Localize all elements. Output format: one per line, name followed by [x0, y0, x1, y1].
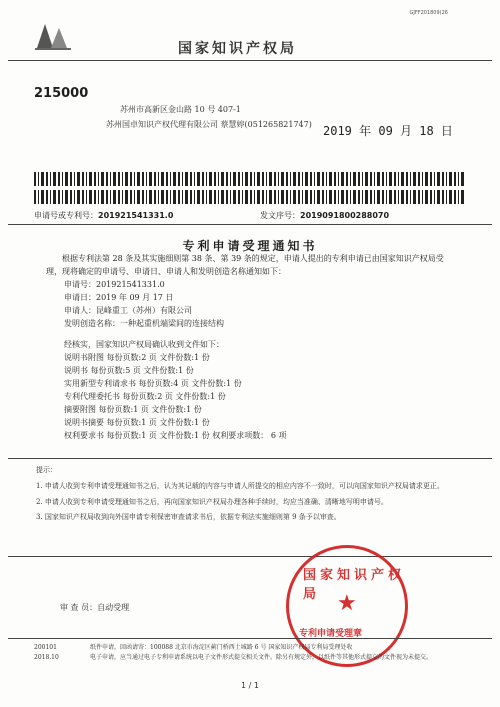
application-number: 201921541331.0: [98, 211, 174, 220]
doc-serial-label: 发文序号：: [260, 211, 300, 220]
issue-date: 2019 年 09 月 18 日: [323, 124, 453, 138]
document-item: 摘要附图 每份页数:1 页 文件份数:1 份: [64, 405, 202, 414]
document-item: 实用新型专利请求书 每份页数:4 页 文件份数:1 份: [64, 379, 242, 388]
footer-code: 2018.10: [34, 654, 59, 661]
page-number: 1 / 1: [241, 681, 259, 690]
section-divider: [8, 458, 492, 459]
footer-line: 纸件申请，回函请寄：100088 北京市海淀区蓟门桥西土城路 6 号 国家知识产权局专利局受理处收: [90, 644, 353, 651]
address-line-1: 苏州市高新区金山路 10 号 407-1: [120, 105, 241, 114]
form-code: GJFF201809(26: [409, 10, 448, 16]
barcode: [34, 172, 466, 186]
postcode: 215000: [34, 86, 89, 101]
document-item: 专利代理委托书 每份页数:2 页 文件份数:1 份: [64, 392, 226, 401]
seal-text: 国家知识产权局: [303, 568, 406, 602]
barcode: [34, 190, 466, 204]
header-divider: [8, 60, 492, 61]
intro-paragraph: 根据专利法第 28 条及其实施细则第 38 条、第 39 条的规定，申请人提出的专利申请已由国家知识产权局受理，现将确定的申请号、申请日、申请人和发明创造名称通知如下：: [46, 254, 444, 276]
document-item: 说明书 每份页数:5 页 文件份数:1 份: [64, 366, 194, 375]
footer-line: 电子申请，应当通过电子专利申请系统以电子文件形式提交相关文件。除另有规定外，以纸件等其他形式提交的文件视为未提交。: [90, 654, 433, 661]
application-number-field: [34, 210, 173, 221]
footer-divider: [8, 638, 492, 639]
office-name: 国家知识产权局: [178, 41, 297, 57]
document-item: 权利要求书 每份页数:1 页 文件份数:1 份 权利要求项数： 6 项: [64, 431, 287, 440]
doc-serial-field: [260, 210, 389, 221]
document-item: 说明书附图 每份页数:2 页 文件份数:1 份: [64, 353, 210, 362]
footer-codes: [34, 643, 59, 663]
notes-list: [36, 480, 456, 524]
footer-code: 200101: [34, 644, 57, 651]
document-item: 说明书摘要 每份页数:1 页 文件份数:1 份: [64, 418, 210, 427]
application-number-label: 申请号或专利号：: [34, 211, 98, 220]
application-details: [64, 278, 224, 330]
detail-line: 申请日：2019 年 09 月 17 日: [64, 293, 174, 302]
examiner-line: 审 查 员：自动受理: [60, 603, 130, 612]
documents-list: [64, 351, 286, 442]
notice-title: 专利申请受理通知书: [182, 239, 318, 253]
address-line-2: 苏州国卓知识产权代理有限公司 蔡慧婷(051265821747): [106, 120, 312, 129]
note-item: 3. 国家知识产权局收到向外国申请专利保密审查请求书后，依据专利法实施细则第 9 条予以审查。: [36, 513, 341, 521]
detail-line: 申请人：昆峰重工（苏州）有限公司: [64, 306, 192, 315]
cnipa-logo-icon: [33, 20, 73, 52]
note-item: 2. 申请人收到专利申请受理通知书之后，再向国家知识产权局办理各种手续时，均应当准确、清晰地写明申请号。: [36, 497, 388, 506]
footer-text: [90, 643, 450, 663]
doc-serial: 2019091800288070: [300, 211, 390, 220]
notes-label: 提示：: [36, 466, 57, 474]
section-divider: [8, 224, 492, 225]
seal-label: 专利申请受理章: [299, 629, 363, 639]
documents-intro: 经核实，国家知识产权局确认收到文件如下：: [64, 340, 224, 349]
detail-line: 申请号：201921541331.0: [64, 280, 165, 289]
star-icon: ★: [337, 591, 357, 616]
detail-line: 发明创造名称：一种起重机端梁间的连接结构: [64, 319, 224, 328]
section-divider: [8, 556, 492, 557]
note-item: 1. 申请人收到专利申请受理通知书之后，认为其记载的内容与申请人所提交的相应内容不一致时，可以向国家知识产权局请求更正。: [36, 482, 444, 490]
